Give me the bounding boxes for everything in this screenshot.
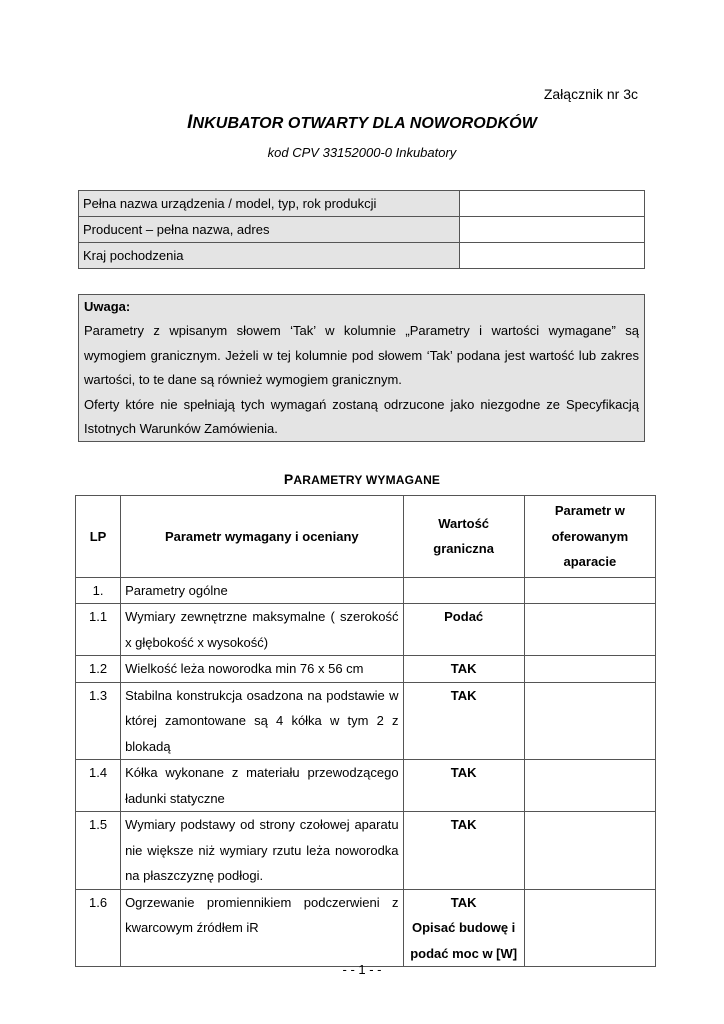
table-row (76, 682, 656, 760)
table-row (76, 889, 656, 967)
parameters-table (75, 495, 656, 967)
table-row (76, 812, 656, 890)
row-offered-cell[interactable] (524, 760, 655, 812)
row-offered-cell[interactable] (524, 682, 655, 760)
row-lp: 1.3 (76, 682, 121, 760)
row-lp: 1.2 (76, 656, 121, 683)
table-header-row (76, 496, 656, 578)
row-desc: Wielkość leża noworodka min 76 x 56 cm (121, 656, 403, 683)
table-row (76, 760, 656, 812)
title-first-letter: I (187, 112, 193, 133)
row-offered-cell[interactable] (524, 812, 655, 890)
note-box (78, 294, 645, 442)
row-desc: Wymiary podstawy od strony czołowej aparatu nie większe niż wymiary rzutu leża noworodka na płaszczyznę podłogi. (121, 812, 403, 890)
row-lp: 1.4 (76, 760, 121, 812)
row-desc: Stabilna konstrukcja osadzona na podstawie w której zamontowane są 4 kółka w tym 2 z blokadą (121, 682, 403, 760)
info-value-cell[interactable] (460, 243, 645, 269)
info-value-cell[interactable] (460, 191, 645, 217)
row-offered-cell[interactable] (524, 656, 655, 683)
row-lp: 1.1 (76, 604, 121, 656)
page-number: - - 1 - - (342, 962, 382, 977)
header-param: Parametr wymagany i oceniany (121, 496, 403, 578)
row-lp: 1.6 (76, 889, 121, 967)
info-label: Kraj pochodzenia (79, 243, 460, 269)
row-value: TAK (403, 812, 524, 890)
row-value-extra: Opisać budowę i podać moc w [W] (410, 920, 518, 961)
row-desc: Ogrzewanie promiennikiem podczerwieni z kwarcowym źródłem iR (121, 889, 403, 967)
note-paragraph-2: Oferty które nie spełniają tych wymagań zostaną odrzucone jako niezgodne ze Specyfikacją Istotnych Warunków Zamówienia. (84, 396, 639, 437)
section-title-rest: ARAMETRY WYMAGANE (293, 473, 441, 487)
info-label: Producent – pełna nazwa, adres (79, 217, 460, 243)
row-lp: 1. (76, 577, 121, 604)
info-value-cell[interactable] (460, 217, 645, 243)
row-desc: Wymiary zewnętrzne maksymalne ( szerokość x głębokość x wysokość) (121, 604, 403, 656)
row-value: TAK (403, 682, 524, 760)
row-offered-cell[interactable] (524, 577, 655, 604)
note-paragraph-1: Parametry z wpisanym słowem ‘Tak’ w kolumnie „Parametry i wartości wymagane” są wymogiem granicznym. Jeżeli w tej kolumnie pod słowem ‘Tak’ podana jest wartość lub zakres wartości, to te dane są również wymogiem granicznym. (84, 323, 639, 388)
cpv-subtitle: kod CPV 33152000-0 Inkubatory (267, 145, 457, 160)
table-row (76, 604, 656, 656)
row-value: Podać (403, 604, 524, 656)
table-row (76, 577, 656, 604)
row-value: TAK (403, 656, 524, 683)
row-value (403, 577, 524, 604)
header-lp: LP (76, 496, 121, 578)
section-title-first-letter: P (283, 471, 294, 487)
row-value: TAK (450, 894, 477, 910)
row-offered-cell[interactable] (524, 889, 655, 967)
header-value: Wartość graniczna (403, 496, 524, 578)
row-value: TAK (403, 760, 524, 812)
row-desc: Parametry ogólne (121, 577, 403, 604)
section-title (0, 471, 724, 487)
info-row (79, 243, 645, 269)
note-heading: Uwaga: (84, 299, 131, 314)
info-row (79, 191, 645, 217)
table-row (76, 656, 656, 683)
attachment-label: Załącznik nr 3c (543, 86, 638, 102)
document-title (0, 112, 724, 134)
info-label: Pełna nazwa urządzenia / model, typ, rok produkcji (79, 191, 460, 217)
row-lp: 1.5 (76, 812, 121, 890)
device-info-table (78, 190, 645, 269)
row-value-group (403, 889, 524, 967)
info-row (79, 217, 645, 243)
header-offered: Parametr w oferowanym aparacie (524, 496, 655, 578)
row-offered-cell[interactable] (524, 604, 655, 656)
title-rest: NKUBATOR OTWARTY DLA NOWORODKÓW (192, 115, 537, 132)
row-desc: Kółka wykonane z materiału przewodzącego ładunki statyczne (121, 760, 403, 812)
